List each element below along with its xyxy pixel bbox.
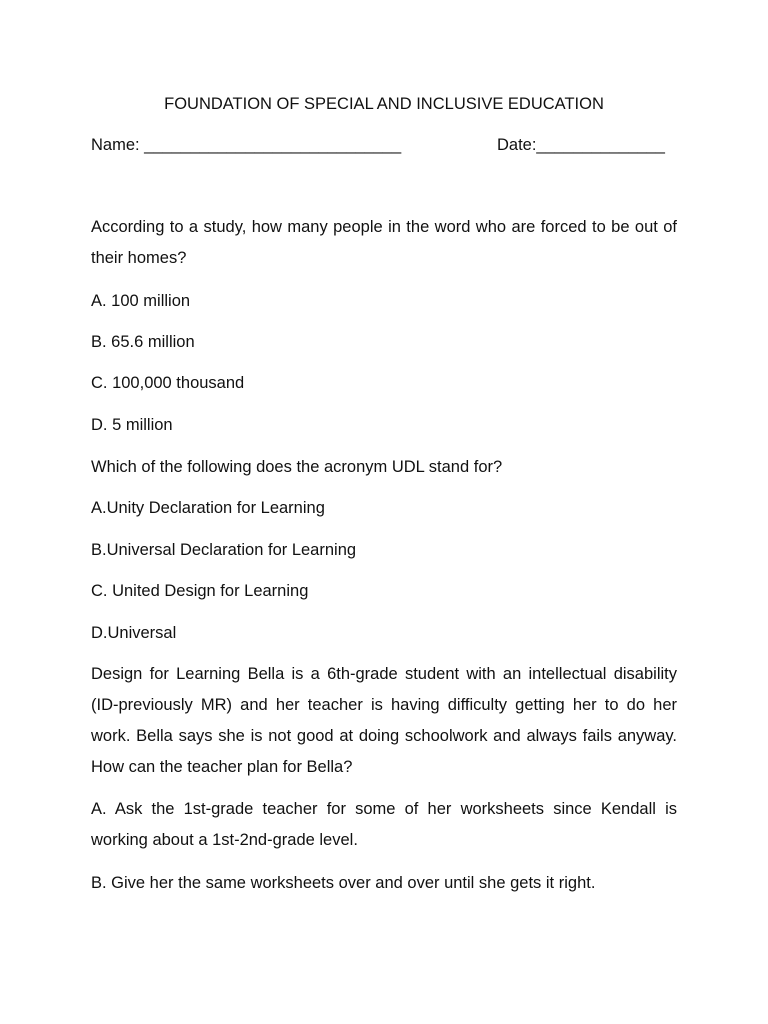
- question-2-option-c: C. United Design for Learning: [91, 582, 309, 600]
- question-2-option-a: A.Unity Declaration for Learning: [91, 499, 325, 517]
- name-field-label: Name: ____________________________: [91, 136, 402, 154]
- question-1-text: According to a study, how many people in the word who are forced to be out of their homes?: [91, 218, 677, 267]
- question-3-option-b: B. Give her the same worksheets over and over until she gets it right.: [91, 874, 596, 892]
- question-1-option-d: D. 5 million: [91, 416, 173, 434]
- document-title: FOUNDATION OF SPECIAL AND INCLUSIVE EDUCATION: [164, 95, 604, 113]
- question-1-option-b: B. 65.6 million: [91, 333, 195, 351]
- question-1-option-a: A. 100 million: [91, 292, 191, 310]
- question-2-option-b: B.Universal Declaration for Learning: [91, 541, 357, 559]
- date-field-label: Date:______________: [497, 136, 665, 154]
- question-2-option-d: D.Universal: [91, 624, 177, 642]
- question-2-text: Which of the following does the acronym UDL stand for?: [91, 458, 503, 476]
- question-3-option-a: A. Ask the 1st-grade teacher for some of her worksheets since Kendall is working about a 1st-2nd-grade level.: [91, 800, 677, 849]
- question-3-text: Design for Learning Bella is a 6th-grade student with an intellectual disability (ID-previously MR) and her teacher is having difficulty getting her to do her work. Bella says she is not good at doing schoolwork and always fails anyway. How can the teacher plan for Bella?: [91, 665, 677, 776]
- question-1-option-c: C. 100,000 thousand: [91, 374, 245, 392]
